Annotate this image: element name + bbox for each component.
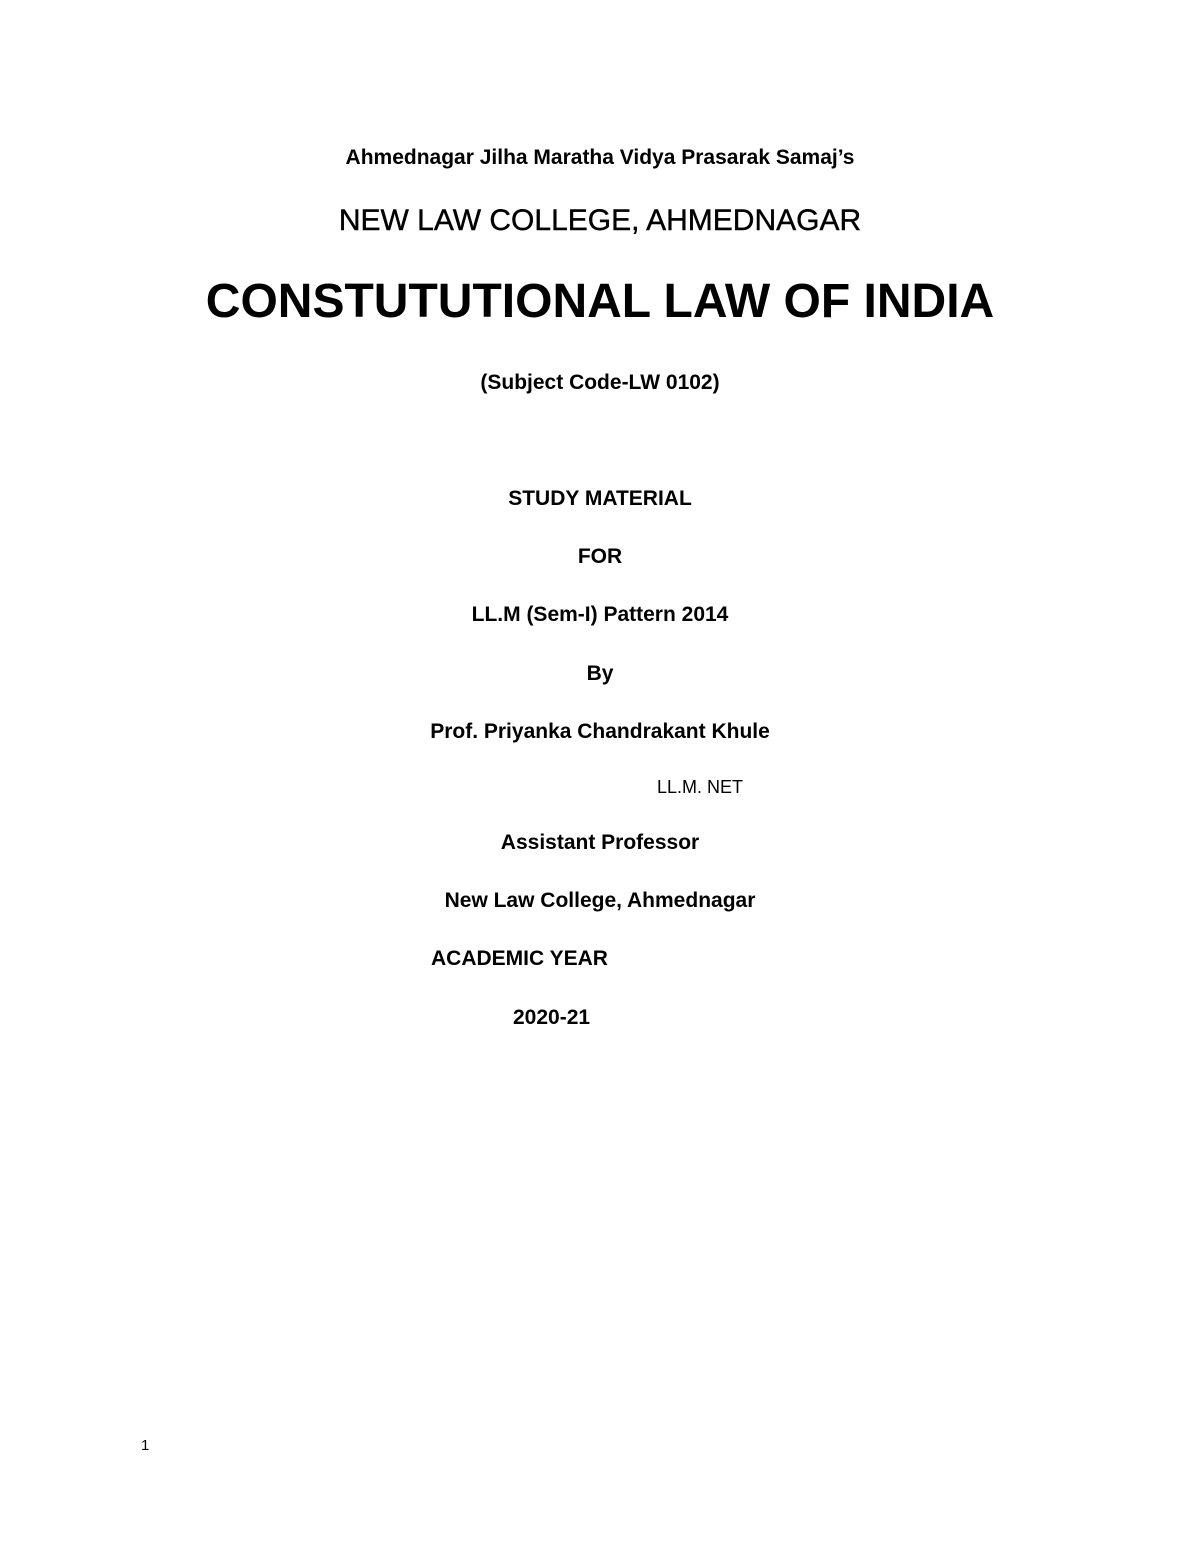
page-number: 1	[141, 1437, 150, 1454]
by-label: By	[586, 662, 614, 685]
author-position: Assistant Professor	[500, 831, 700, 854]
subject-title: CONSTUTUTIONAL LAW OF INDIA	[205, 275, 995, 328]
college-name: NEW LAW COLLEGE, AHMEDNAGAR	[338, 204, 862, 237]
author-name: Prof. Priyanka Chandrakant Khule	[430, 720, 770, 743]
academic-year: 2020-21	[513, 1006, 591, 1029]
society-name: Ahmednagar Jilha Maratha Vidya Prasarak Samaj’s	[345, 146, 855, 169]
subject-code: (Subject Code-LW 0102)	[480, 371, 720, 394]
study-material-label: STUDY MATERIAL	[508, 487, 692, 510]
course-name: LL.M (Sem-I) Pattern 2014	[471, 603, 729, 626]
for-label: FOR	[577, 545, 623, 568]
academic-year-label: ACADEMIC YEAR	[431, 947, 608, 970]
author-institution: New Law College, Ahmednagar	[444, 889, 756, 912]
author-qualifications: LL.M. NET	[657, 777, 744, 797]
